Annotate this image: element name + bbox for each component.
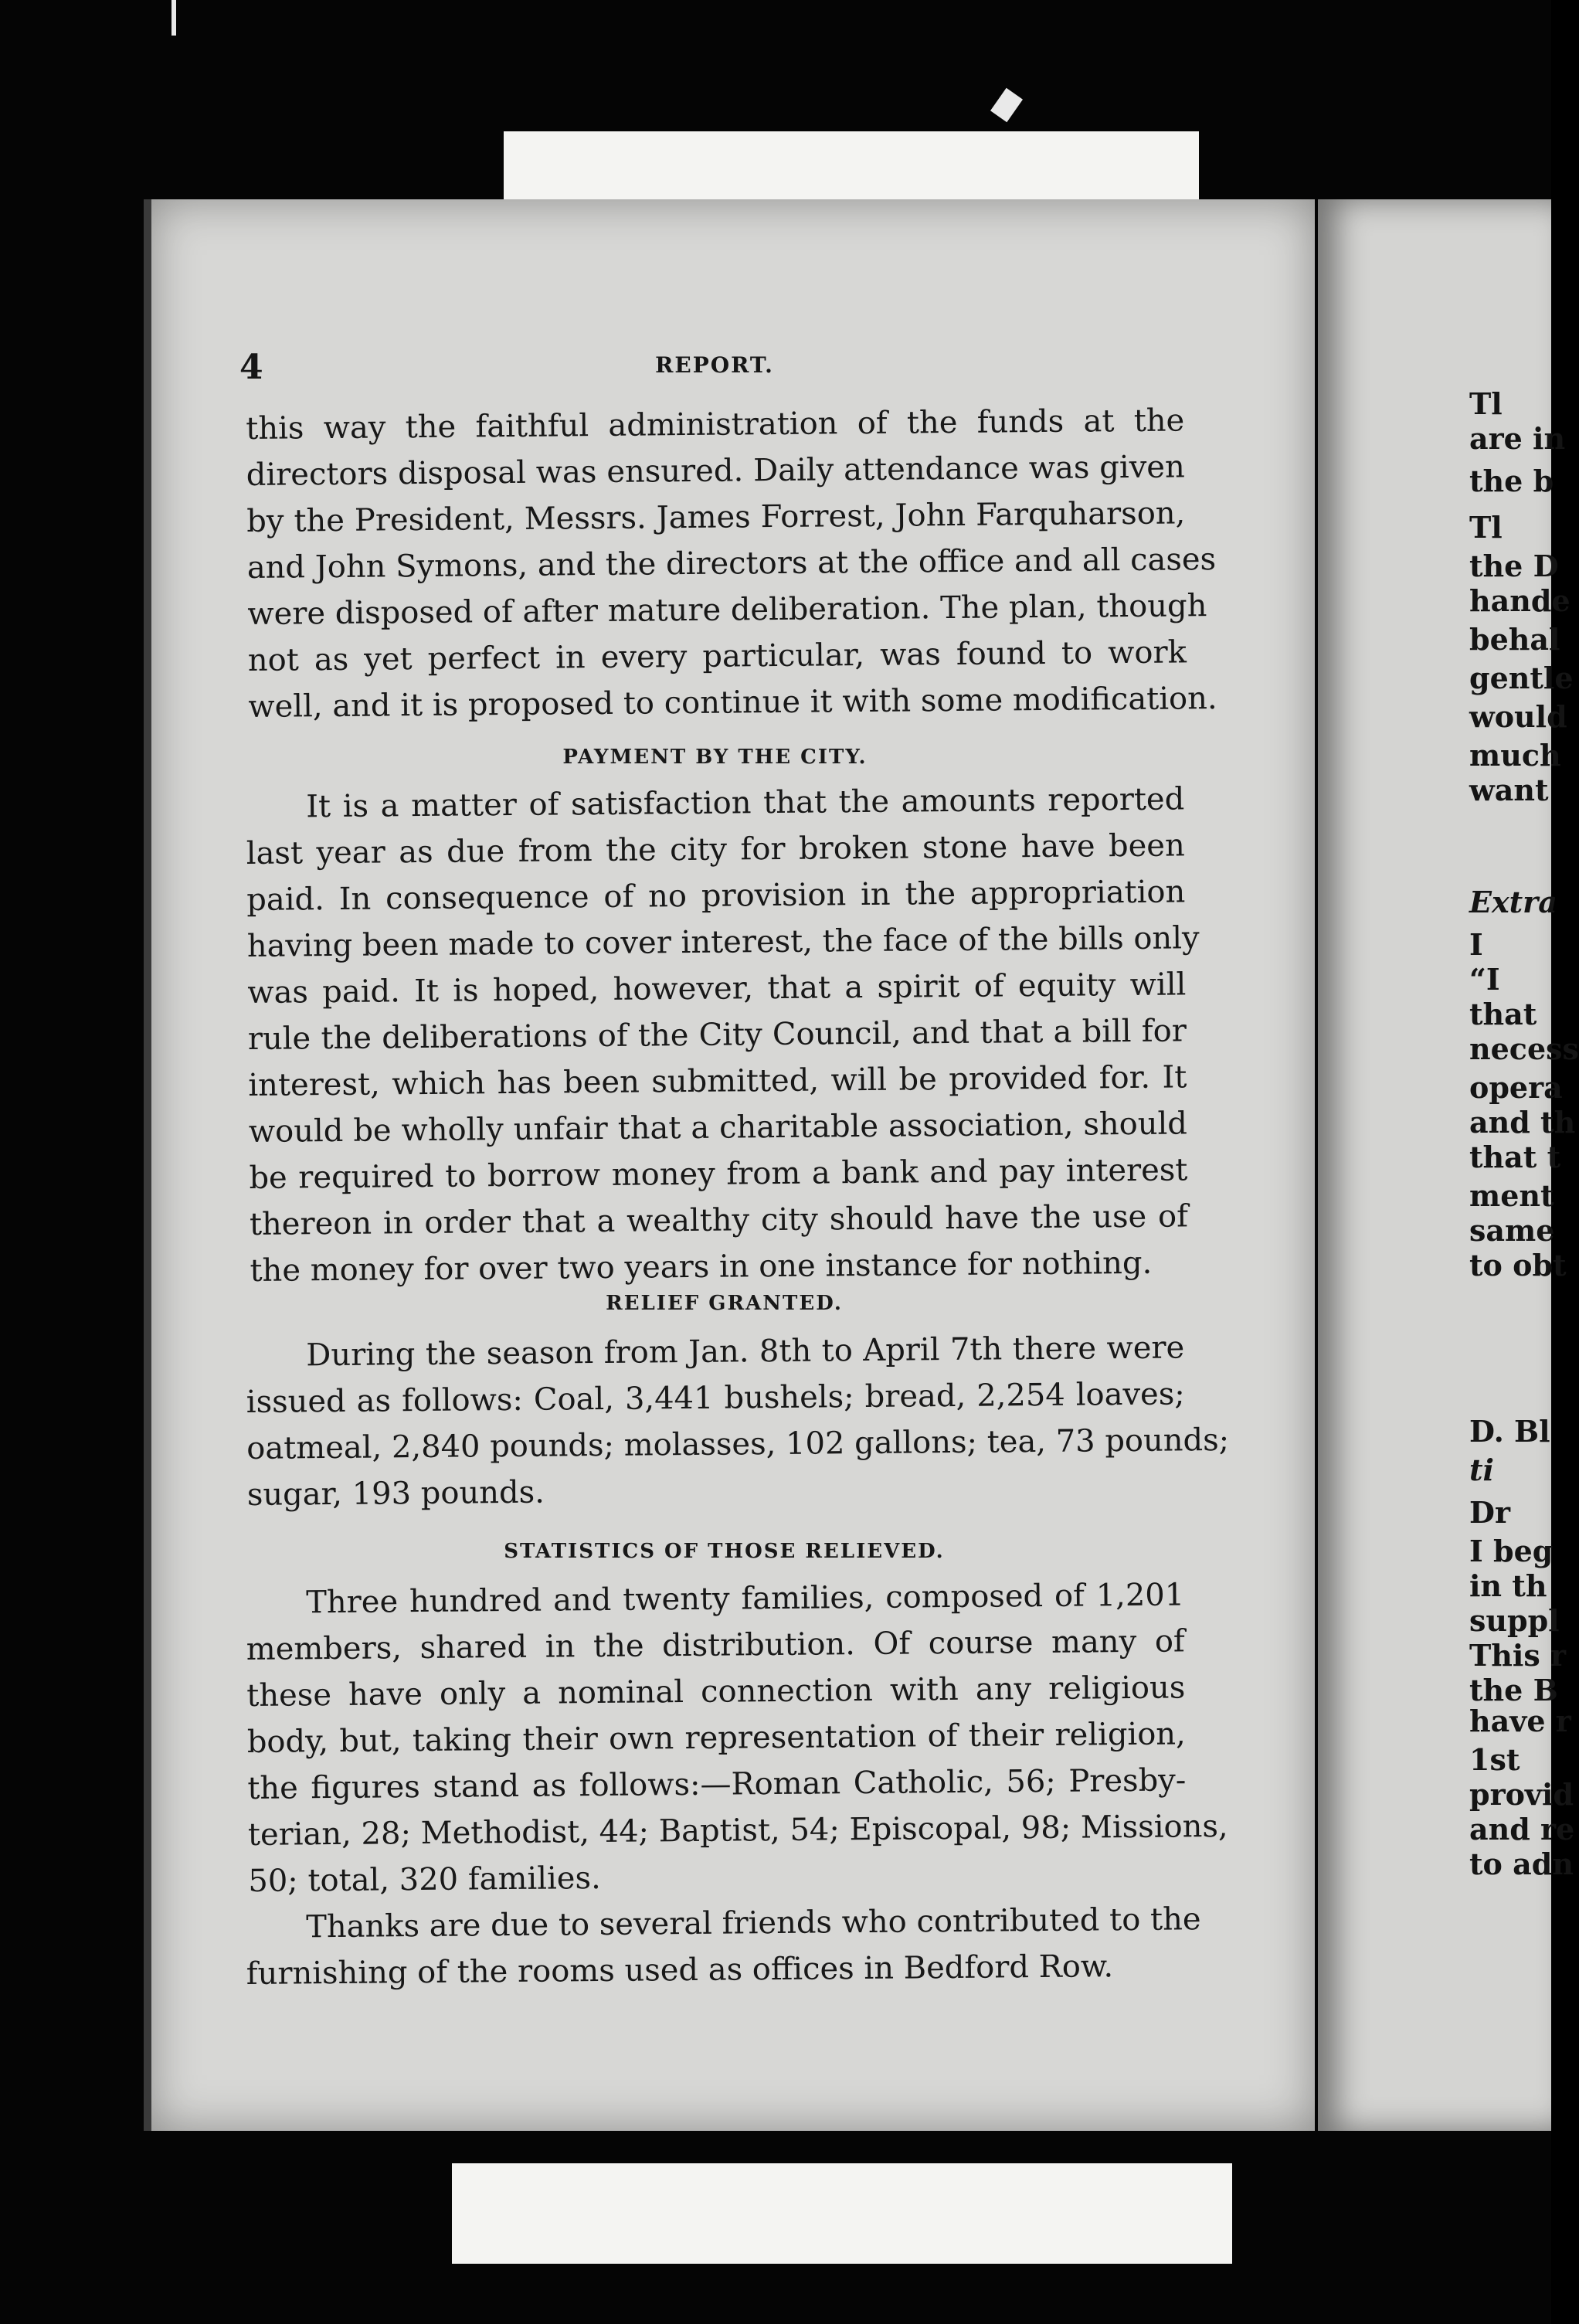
right-page-fragment: Extra bbox=[1469, 885, 1557, 919]
text-line: sugar, 193 pounds. bbox=[246, 1474, 545, 1513]
text-line: be required to borrow money from a bank and pay interest bbox=[249, 1152, 1188, 1196]
right-page-fragment: suppl bbox=[1469, 1603, 1560, 1638]
text-line: members, shared in the distribution. Of course many of bbox=[246, 1623, 1185, 1667]
text-line: paid. In consequence of no provision in the appropriation bbox=[246, 874, 1186, 918]
running-head: REPORT. bbox=[655, 352, 774, 378]
right-page-fragment: “I bbox=[1469, 962, 1500, 997]
text-line: the figures stand as follows:—Roman Catholic, 56; Presby- bbox=[247, 1762, 1187, 1806]
text-line: was paid. It is hoped, however, that a spirit of equity will bbox=[247, 967, 1187, 1011]
right-page-fragment: and th bbox=[1469, 1105, 1576, 1140]
right-page-fragment: ti bbox=[1469, 1452, 1494, 1487]
right-page-fragment: Tl bbox=[1469, 386, 1503, 421]
right-page-fragment: to obt bbox=[1469, 1248, 1567, 1283]
right-page-fragment: much bbox=[1469, 738, 1561, 773]
right-page-fragment: have r bbox=[1469, 1704, 1571, 1738]
paragraph-funds bbox=[246, 397, 1217, 730]
paragraph-payment bbox=[246, 776, 1200, 1294]
right-page-fragment: want bbox=[1469, 773, 1549, 807]
right-page-fragment: I beg bbox=[1469, 1534, 1554, 1568]
right-page-fragment: I bbox=[1469, 927, 1483, 962]
text-line: terian, 28; Methodist, 44; Baptist, 54; Episcopal, 98; Missions, bbox=[247, 1808, 1228, 1853]
text-line: It is a matter of satisfaction that the amounts reported bbox=[306, 781, 1185, 825]
right-page-text bbox=[1318, 199, 1579, 2131]
text-line: rule the deliberations of the City Council, and that a bill for bbox=[247, 1013, 1187, 1057]
text-line: these have only a nominal connection with any religious bbox=[246, 1670, 1186, 1714]
right-page-fragment: necess bbox=[1469, 1031, 1579, 1066]
text-line: During the season from Jan. 8th to April 7th there were bbox=[306, 1330, 1185, 1374]
paragraph-relief bbox=[246, 1324, 1230, 1518]
right-page-fragment: 1st bbox=[1469, 1742, 1520, 1777]
heading-statistics: STATISTICS OF THOSE RELIEVED. bbox=[504, 1540, 945, 1563]
right-page bbox=[1318, 199, 1579, 2131]
right-page-fragment: provid bbox=[1469, 1777, 1574, 1812]
text-line: having been made to cover interest, the face of the bills only bbox=[246, 920, 1200, 964]
right-page-fragment: ment bbox=[1469, 1178, 1554, 1213]
text-line: well, and it is proposed to continue it with some modification. bbox=[248, 681, 1217, 725]
text-line: Thanks are due to several friends who contributed to the bbox=[306, 1901, 1201, 1945]
right-page-fragment: D. Bl bbox=[1469, 1414, 1550, 1449]
text-line: were disposed of after mature deliberation. The plan, though bbox=[247, 588, 1207, 632]
text-line: and John Symons, and the directors at the office and all cases bbox=[246, 542, 1217, 586]
text-line: body, but, taking their own representation of their religion, bbox=[246, 1716, 1186, 1760]
right-page-fragment: opera bbox=[1469, 1070, 1563, 1105]
text-line: would be wholly unfair that a charitable association, should bbox=[248, 1106, 1188, 1150]
text-line: not as yet perfect in every particular, was found to work bbox=[247, 634, 1187, 678]
heading-relief-granted: RELIEF GRANTED. bbox=[606, 1292, 843, 1315]
text-line: 50; total, 320 families. bbox=[248, 1860, 601, 1899]
page-header bbox=[239, 348, 1190, 386]
right-page-fragment: the b bbox=[1469, 464, 1554, 498]
heading-payment-by-the-city: PAYMENT BY THE CITY. bbox=[562, 746, 868, 769]
text-line: oatmeal, 2,840 pounds; molasses, 102 gallons; tea, 73 pounds; bbox=[246, 1422, 1230, 1466]
paper-strip-bottom bbox=[452, 2163, 1232, 2264]
scan-speck bbox=[171, 0, 176, 36]
text-line: Three hundred and twenty families, composed of 1,201 bbox=[306, 1577, 1185, 1621]
paragraph-statistics bbox=[246, 1571, 1228, 1904]
text-line: by the President, Messrs. James Forrest, John Farquharson, bbox=[246, 495, 1186, 539]
right-page-fragment: are in bbox=[1469, 421, 1566, 456]
text-line: last year as due from the city for broken stone have been bbox=[246, 827, 1185, 872]
text-line: furnishing of the rooms used as offices in Bedford Row. bbox=[246, 1949, 1114, 1992]
right-page-fragment: hande bbox=[1469, 583, 1571, 618]
right-page-fragment: Dr bbox=[1469, 1495, 1510, 1530]
right-page-fragment: This r bbox=[1469, 1638, 1566, 1673]
right-page-fragment: and re bbox=[1469, 1812, 1575, 1847]
text-line: directors disposal was ensured. Daily attendance was given bbox=[246, 449, 1185, 493]
right-page-fragment: the D bbox=[1469, 549, 1559, 583]
right-page-fragment: gentle bbox=[1469, 661, 1574, 695]
right-page-fragment: Tl bbox=[1469, 510, 1503, 545]
right-page-fragment: that t bbox=[1469, 1140, 1561, 1174]
text-line: the money for over two years in one instance for nothing. bbox=[250, 1245, 1153, 1289]
text-line: issued as follows: Coal, 3,441 bushels; bread, 2,254 loaves; bbox=[246, 1376, 1185, 1420]
right-page-fragment: the B bbox=[1469, 1673, 1558, 1707]
text-line: thereon in order that a wealthy city should have the use of bbox=[249, 1198, 1189, 1242]
right-page-fragment: would bbox=[1469, 699, 1567, 734]
text-line: interest, which has been submitted, will be provided for. It bbox=[248, 1059, 1187, 1103]
right-page-fragment: in th bbox=[1469, 1568, 1547, 1603]
paragraph-thanks bbox=[246, 1896, 1201, 1997]
right-page-fragment: same bbox=[1469, 1213, 1555, 1248]
text-line: this way the faithful administration of the funds at the bbox=[246, 403, 1185, 447]
right-page-fragment: behal bbox=[1469, 622, 1560, 657]
right-page-fragment: to adn bbox=[1469, 1847, 1574, 1881]
page-number: 4 bbox=[239, 348, 263, 387]
right-page-fragment: that bbox=[1469, 997, 1537, 1031]
